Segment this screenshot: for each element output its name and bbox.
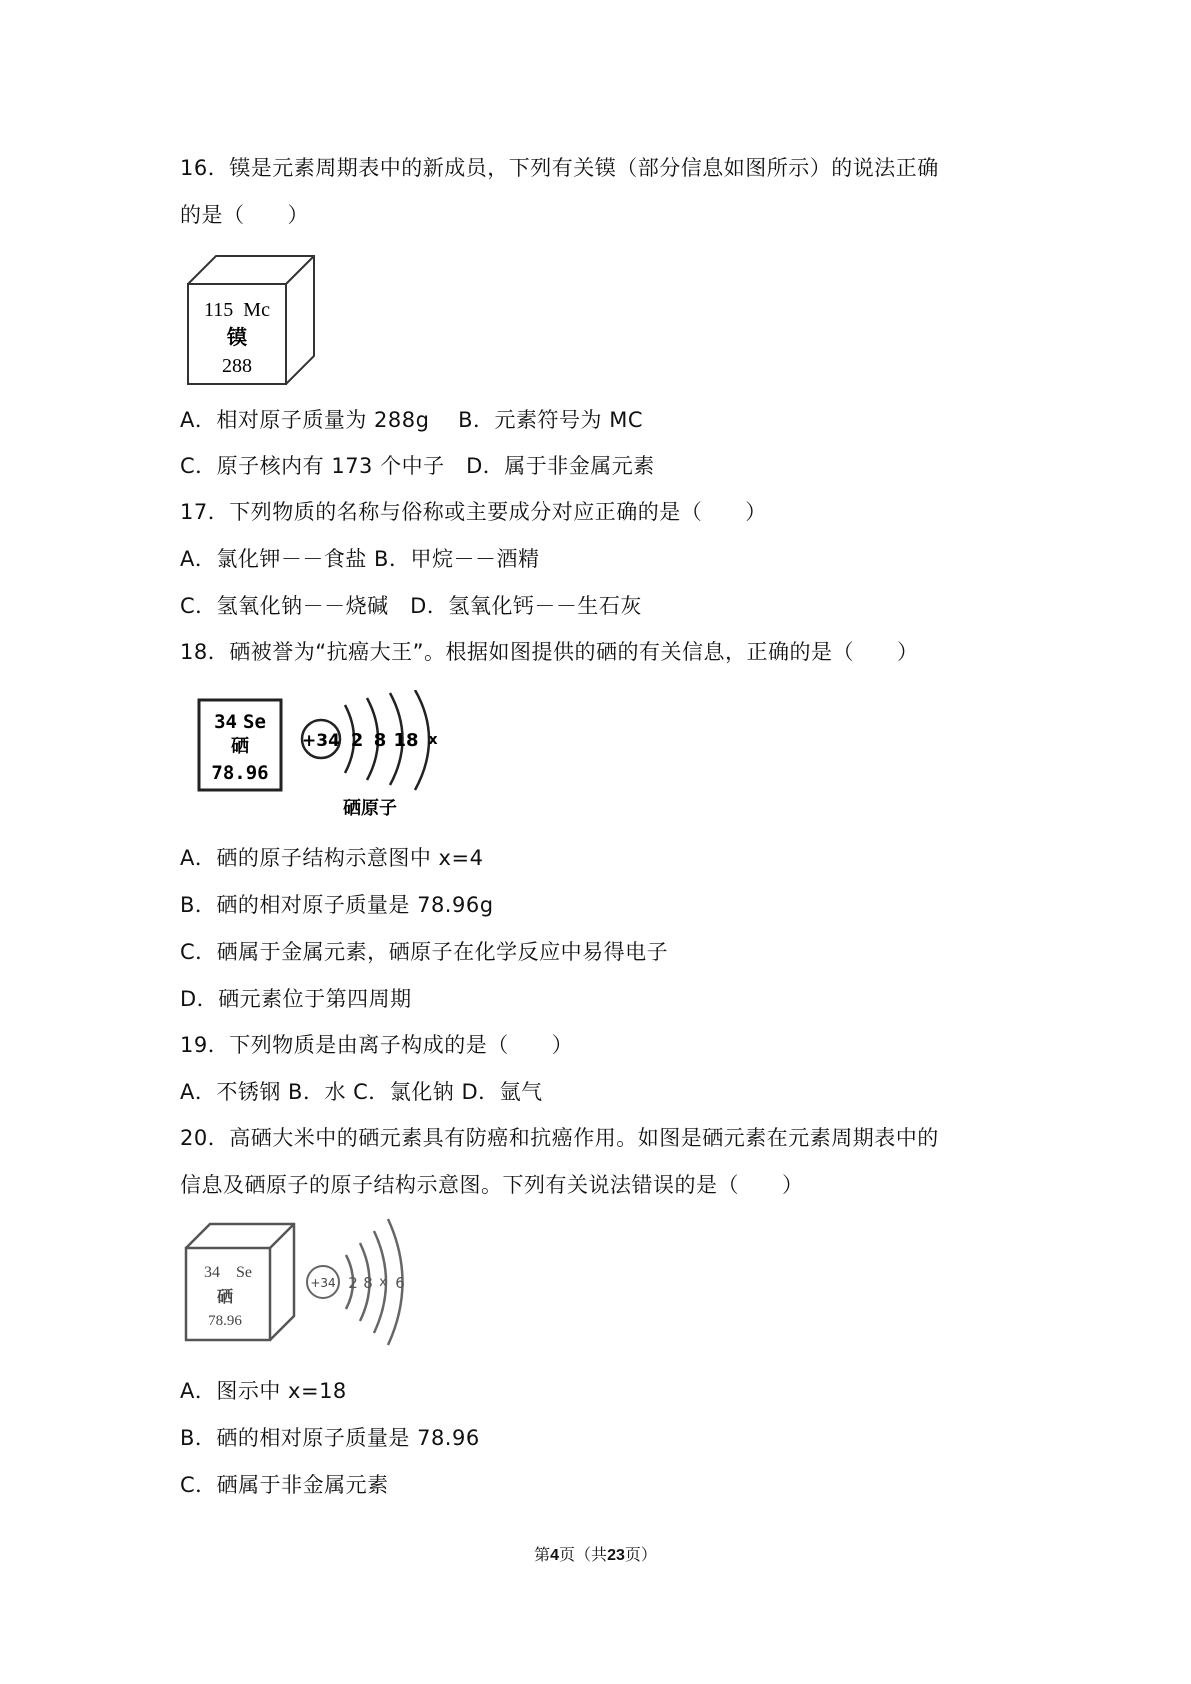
q20-option-c: C．硒属于非金属元素 (180, 1473, 389, 1497)
footer-page-number: 4 (550, 1547, 560, 1564)
q20-option-a: A．图示中 x=18 (180, 1379, 347, 1403)
q20-atomic-number-symbol: 34 Se (204, 1264, 252, 1281)
q19-options: A．不锈钢 B．水 C．氯化钠 D．氩气 (180, 1080, 543, 1104)
q16-atomic-number-symbol: 115 Mc (204, 299, 270, 321)
q20-element-name: 硒 (216, 1287, 234, 1306)
q20-stem-line2: 信息及硒原子的原子结构示意图。下列有关说法错误的是（ ） (180, 1173, 804, 1197)
page-footer (0, 1542, 1191, 1565)
q18-nucleus-charge: +34 (302, 731, 340, 751)
q19-stem: 19．下列物质是由离子构成的是（ ） (180, 1033, 574, 1057)
q18-shell-4: x (428, 732, 438, 748)
q17-stem: 17．下列物质的名称与俗称或主要成分对应正确的是（ ） (180, 500, 767, 524)
q18-option-a: A．硒的原子结构示意图中 x=4 (180, 846, 484, 870)
q18-atomic-number-symbol: 34 Se (214, 711, 266, 733)
q18-figure-caption: 硒原子 (343, 798, 397, 819)
q20-shell-3: x (379, 1275, 387, 1290)
q20-atomic-mass: 78.96 (208, 1313, 242, 1329)
q18-option-c: C．硒属于金属元素，硒原子在化学反应中易得电子 (180, 940, 669, 964)
q17-options-line2: C．氢氧化钠－－烧碱 D．氢氧化钙－－生石灰 (180, 594, 642, 618)
q16-stem-line1: 16．镆是元素周期表中的新成员，下列有关镆（部分信息如图所示）的说法正确 (180, 156, 939, 180)
q18-shell-1: 2 (350, 730, 364, 751)
footer-middle: 页（共 (559, 1545, 608, 1564)
footer-total-pages: 23 (607, 1547, 625, 1564)
q18-option-d: D．硒元素位于第四周期 (180, 987, 412, 1011)
q16-element-name: 镆 (227, 325, 247, 349)
q18-stem: 18．硒被誉为“抗癌大王”。根据如图提供的硒的有关信息，正确的是（ ） (180, 640, 919, 664)
q16-stem-line2: 的是（ ） (180, 203, 309, 227)
q18-shell-2: 8 (373, 730, 387, 751)
q16-options-line1: A．相对原子质量为 288g B．元素符号为 MC (180, 408, 643, 432)
footer-prefix: 第 (534, 1545, 551, 1564)
q17-options-line1: A．氯化钾－－食盐 B．甲烷－－酒精 (180, 547, 540, 571)
q16-atomic-mass: 288 (222, 355, 252, 377)
q20-option-b: B．硒的相对原子质量是 78.96 (180, 1426, 480, 1450)
q18-element-name: 硒 (231, 736, 249, 757)
q20-shell-2: 8 (363, 1274, 373, 1292)
q20-nucleus-charge: +34 (310, 1276, 336, 1290)
q20-stem-line1: 20．高硒大米中的硒元素具有防癌和抗癌作用。如图是硒元素在元素周期表中的 (180, 1126, 939, 1150)
q18-atomic-mass: 78.96 (211, 762, 269, 784)
q16-element-cube-figure (180, 250, 330, 390)
q16-options-line2: C．原子核内有 173 个中子 D．属于非金属元素 (180, 454, 655, 478)
q18-selenium-figure (185, 690, 445, 820)
footer-suffix: 页） (624, 1545, 657, 1564)
q20-shell-4: 6 (395, 1274, 405, 1292)
q18-shell-3: 18 (393, 730, 419, 751)
q20-shell-1: 2 (348, 1274, 358, 1292)
q18-option-b: B．硒的相对原子质量是 78.96g (180, 893, 494, 917)
q20-selenium-figure (180, 1215, 420, 1350)
